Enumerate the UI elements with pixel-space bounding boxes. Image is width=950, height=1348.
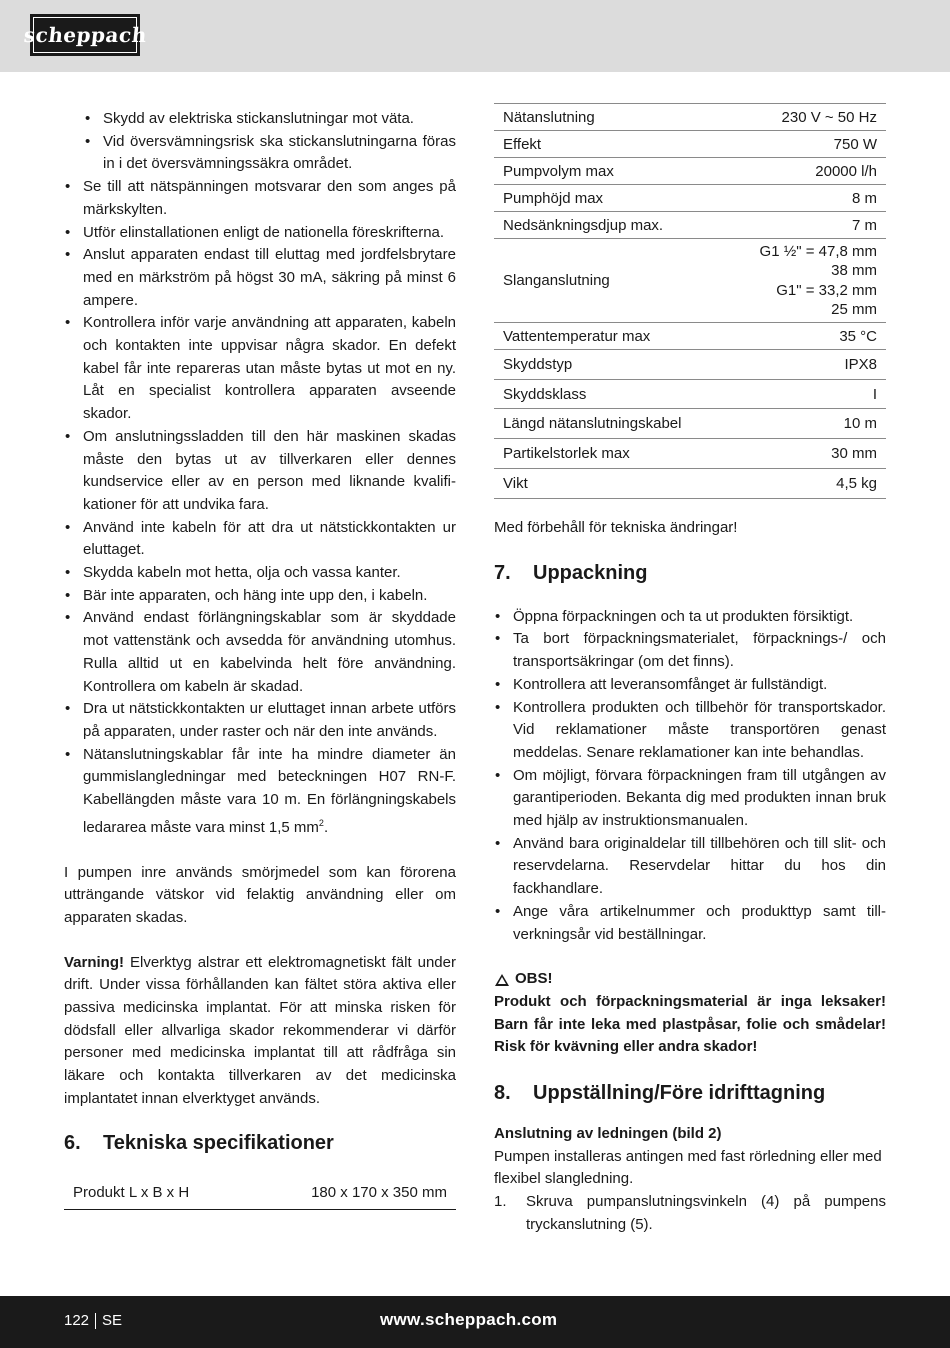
hose-value-line: G1 ½" = 47,8 mm (759, 242, 877, 260)
connection-heading: Anslutning av ledningen (bild 2) (494, 1125, 722, 1143)
spec-value: 10 m (843, 415, 877, 432)
list-item: • Bär inte apparaten, och häng inte upp den, i kabeln. (64, 585, 456, 608)
list-item: • Ta bort förpackningsmaterialet, förpacknings-/ och transportsäkringar (om det finns). (494, 628, 886, 673)
spec-label: Pumpvolym max (503, 162, 614, 180)
table-row (494, 131, 886, 158)
table-row (494, 104, 886, 131)
spec-label: Produkt L x B x H (73, 1183, 190, 1201)
obs-heading (494, 968, 886, 991)
obs-label: OBS! (515, 970, 553, 988)
lubricant-paragraph: I pumpen inre används smörjmedel som kan förorena utträngande vätskor vid felaktig användning eller om apparaten skadas. (64, 863, 456, 926)
section-number: 7. (494, 561, 511, 584)
list-item: • Utför elinstallationen enligt de nationella föreskrifterna. (64, 222, 456, 245)
list-item: • Anslut apparaten endast till eluttag med jordfelsbrytare med en märkström på högst 30 mA, säkring på minst 6 ampere. (64, 244, 456, 312)
spec-value: 20000 l/h (815, 162, 877, 180)
right-column (494, 103, 886, 1237)
spec-value: 230 V ~ 50 Hz (781, 108, 877, 126)
footer-bar (0, 1296, 950, 1348)
spec-value: 750 W (833, 135, 877, 153)
list-item: • Använd inte kabeln för att dra ut nätstickkontakten ur eluttaget. (64, 517, 456, 562)
list-item: • Använd bara originaldelar till tillbehören och till slit- och reservdelarna. Reservdelar hittar du hos din fackhandlare. (494, 833, 886, 901)
list-item: • Se till att nätspänningen motsvarar den som anges på märkskylten. (64, 176, 456, 221)
hose-value-line: 38 mm (831, 262, 877, 279)
table-row (494, 158, 886, 185)
spec-label: Skyddstyp (503, 356, 573, 373)
unpacking-bullet-list (494, 606, 886, 947)
reservation-note: Med förbehåll för tekniska ändringar! (494, 519, 738, 536)
list-item: • Vid översvämningsrisk ska stickanslutningarna föras in i det översvämningssäkra området. (64, 131, 456, 176)
spec-label: Pumphöjd max (503, 189, 604, 207)
section-number: 8. (494, 1082, 511, 1105)
table-row (494, 439, 886, 469)
page-number: 122 (64, 1312, 90, 1329)
table-row (494, 350, 886, 380)
section-7-heading (494, 561, 886, 585)
list-item: • Öppna förpackningen och ta ut produkten försiktigt. (494, 606, 886, 629)
list-item: • Om möjligt, förvara förpackningen fram till utgången av garantiperioden. Bekanta dig med produkten innan bruk med hjälp av instruktionsmanualen. (494, 765, 886, 833)
step-number: 1. (494, 1193, 507, 1211)
spec-label: Nätanslutning (503, 108, 595, 126)
section-title: Uppställning/Före idrifttagning (533, 1082, 826, 1105)
spec-label: Skyddsklass (503, 385, 587, 403)
spec-value: 7 m (851, 216, 877, 234)
list-item: • Ange våra artikelnummer och produkttyp samt tillverkningsår vid beställningar. (494, 901, 886, 946)
hose-value-line: 25 mm (831, 301, 877, 318)
period: . (323, 818, 329, 836)
list-item: • Kontrollera att leveransomfånget är fullständigt. (494, 674, 886, 697)
website-url: www.scheppach.com (380, 1310, 558, 1329)
product-dimensions-row (64, 1176, 456, 1210)
spec-value (726, 239, 886, 323)
section-6-heading (64, 1131, 456, 1155)
left-column (64, 108, 456, 1210)
section-title: Tekniska specifikationer (103, 1131, 334, 1154)
page-indicator (64, 1312, 122, 1329)
sub-bullet-list (64, 108, 456, 176)
list-item: • Skydda kabeln mot hetta, olja och vassa kanter. (64, 562, 456, 585)
header-band (0, 0, 950, 72)
table-row (494, 239, 886, 323)
hose-value-line: G1" = 33,2 mm (776, 281, 877, 299)
section-number: 6. (64, 1131, 81, 1154)
spec-value: 4,5 kg (836, 475, 877, 492)
table-row (494, 212, 886, 239)
warning-paragraph (64, 952, 456, 1111)
table-row (494, 380, 886, 409)
obs-text: Produkt och förpackningsmaterial är inga leksaker! Barn får inte leka med plastpåsar, folie och smådelar! Risk för kvävning eller andra skador! (494, 992, 886, 1056)
list-item: • Skydd av elektriska stickanslutningar mot väta. (64, 108, 456, 131)
spec-value: I (872, 385, 877, 403)
spec-value: IPX8 (844, 356, 877, 373)
connection-text: Pumpen installeras antingen med fast rörledning eller med flexibel slangledning. (494, 1147, 882, 1188)
list-item-text: Nätanslutningskablar får inte ha mindre diameter än gummislangledningar med beteckningen H07 RN-F. Kabellängden måste vara 10 m. En förlängningskabels ledararea måste vara minst 1,5 mm (83, 745, 456, 836)
list-item (64, 744, 456, 840)
section-title: Uppackning (533, 561, 648, 584)
specs-table (494, 103, 886, 499)
divider (95, 1313, 96, 1329)
logo-text: scheppach (22, 23, 148, 47)
spec-label: Vattentemperatur max (503, 327, 651, 345)
spec-value: 8 m (851, 189, 877, 207)
spec-label: Partikelstorlek max (503, 445, 630, 462)
step-text: Skruva pumpanslutningsvinkeln (4) på pumpens tryckanslutning (5). (526, 1193, 886, 1233)
spec-value: 180 x 170 x 350 mm (311, 1183, 447, 1201)
step-list (494, 1191, 886, 1236)
scheppach-logo (22, 14, 148, 56)
list-item: • Använd endast förlängningskablar som är skyddade mot vattenstänk och avsedda för användning utomhus. Rulla alltid ut en kabelvinda helt före användning. Kontrollera om kabeln är skadad. (64, 607, 456, 698)
list-item: • Kontrollera produkten och tillbehör för transportskador. Vid reklamationer måste transportören genast meddelas. Senare reklamationer kan inte behandlas. (494, 697, 886, 765)
spec-label: Längd nätanslutningskabel (503, 415, 682, 432)
table-row (494, 323, 886, 350)
table-row (494, 409, 886, 439)
spec-value: 30 mm (831, 445, 877, 462)
list-item: • Om anslutningssladden till den här maskinen skadas måste den bytas ut av tillverkaren eller dennes kundservice eller av en person med liknande kvalifikationer för att undvika fara. (64, 426, 456, 517)
table-row (494, 185, 886, 212)
spec-value: 35 °C (839, 327, 877, 345)
warning-triangle-icon (495, 974, 509, 986)
spec-label: Nedsänkningsdjup max. (503, 216, 664, 234)
spec-label: Effekt (503, 135, 542, 153)
spec-label: Slanganslutning (503, 272, 610, 289)
list-item (494, 1191, 886, 1236)
safety-bullet-list (64, 176, 456, 839)
spec-label: Vikt (503, 475, 528, 492)
list-item: • Dra ut nätstickkontakten ur eluttaget innan arbete utförs på apparaten, under raster och när den inte används. (64, 698, 456, 743)
list-item: • Kontrollera inför varje användning att apparaten, kabeln och kontakten inte uppvisar några skador. En defekt kabel får inte repareras utan måste bytas ut mot en ny. Låt en specialist kontrollera apparaten avseende skador. (64, 312, 456, 426)
table-row (494, 469, 886, 499)
warning-text: Elverktyg alstrar ett elektromagnetiskt fält under drift. Under vissa förhållanden kan fältet störa aktiva eller passiva medicinska implantat. För att minska risken för dödsfall eller allvarliga skador rekommenderar vi därför personer med medicinska implantat till att rådfråga sin läkare och kontakta tillverkaren av det medicinska implantatet innan elverktyget används. (64, 953, 456, 1107)
section-8-heading (494, 1081, 886, 1105)
superscript: 2 (318, 817, 324, 828)
language-code: SE (102, 1312, 123, 1329)
warning-label: Varning! (64, 953, 125, 971)
